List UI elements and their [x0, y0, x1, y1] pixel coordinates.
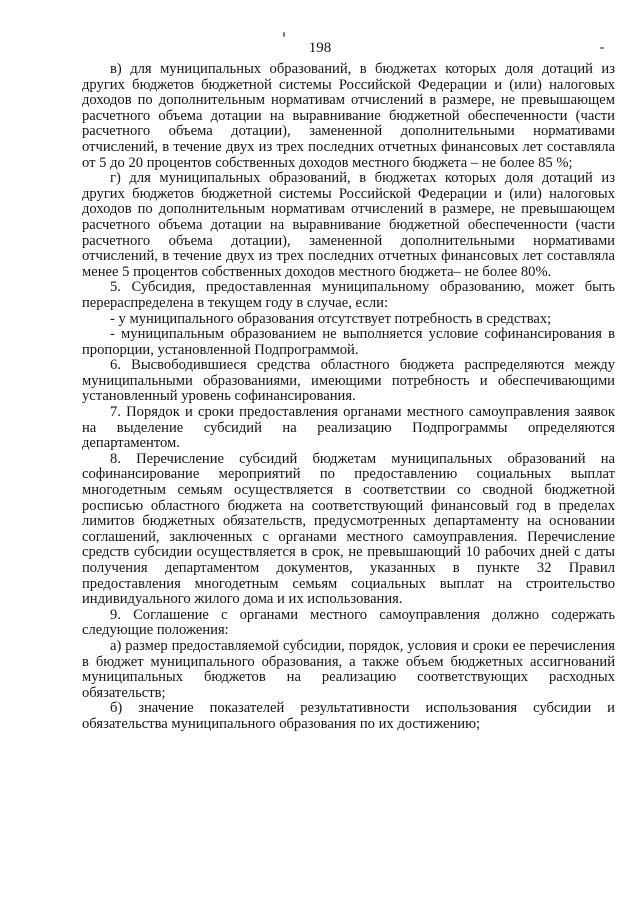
paragraph-9-b: б) значение показателей результативности использования субсидии и обязательства муниципального образования по их достижению; [82, 700, 615, 732]
page-number: 198 [308, 40, 332, 56]
paragraph-5-item-2: - муниципальным образованием не выполняется условие софинансирования в пропорции, установленной Подпрограммой. [82, 326, 615, 358]
scan-speck [600, 47, 604, 49]
paragraph-5: 5. Субсидия, предоставленная муниципальному образованию, может быть перераспределена в текущем году в случае, если: [82, 279, 615, 311]
document-body [82, 62, 615, 733]
paragraph-v: в) для муниципальных образований, в бюджетах которых доля дотаций из других бюджетов бюджетной системы Российской Федерации и (или) налоговых доходов по дополнительным нормативам отчислений в размере, не превышающем расчетного объема дотации на выравнивание бюджетной обеспеченности (части расчетного объема дотации), замененной дополнительными нормативами отчислений, в течение двух из трех последних отчетных финансовых лет составляла от 5 до 20 процентов собственных доходов местного бюджета – не более 85 %; [82, 61, 615, 171]
paragraph-5-item-1: - у муниципального образования отсутствует потребность в средствах; [110, 310, 552, 327]
paragraph-8: 8. Перечисление субсидий бюджетам муниципальных образований на софинансирование мероприятий по предоставлению социальных выплат многодетным семьям осуществляется в соответствии со сводной бюджетной росписью областного бюджета на соответствующий финансовый год в пределах лимитов бюджетных обязательств, предусмотренных департаменту на основании соглашений, заключенных с органами местного самоуправления. Перечисление средств субсидии осуществляется в срок, не превышающий 10 рабочих дней с даты получения департаментом документов, указанных в пункте 32 Правил предоставления многодетным семьям социальных выплат на строительство индивидуального жилого дома и их использования. [82, 450, 615, 608]
scan-speck [283, 32, 285, 37]
paragraph-7: 7. Порядок и сроки предоставления органами местного самоуправления заявок на выделение субсидий на реализацию Подпрограммы определяются департаментом. [82, 404, 615, 452]
paragraph-g: г) для муниципальных образований, в бюджетах которых доля дотаций из других бюджетов бюджетной системы Российской Федерации и (или) налоговых доходов по дополнительным нормативам отчислений в размере, не превышающем расчетного объема дотации на выравнивание бюджетной обеспеченности (части расчетного объема дотации), замененной дополнительными нормативами отчислений, в течение двух из трех последних отчетных финансовых лет составляла менее 5 процентов собственных доходов местного бюджета– не более 80%. [82, 170, 615, 280]
paragraph-9-a: а) размер предоставляемой субсидии, порядок, условия и сроки ее перечисления в бюджет муниципального образования, а также объем бюджетных ассигнований муниципальных бюджетов на реализацию соответствующих расходных обязательств; [82, 637, 615, 701]
paragraph-6: 6. Высвободившиеся средства областного бюджета распределяются между муниципальными образованиями, имеющими потребность и обеспечивающими установленный уровень софинансирования. [82, 357, 615, 405]
paragraph-9: 9. Соглашение с органами местного самоуправления должно содержать следующие положения: [82, 606, 615, 639]
